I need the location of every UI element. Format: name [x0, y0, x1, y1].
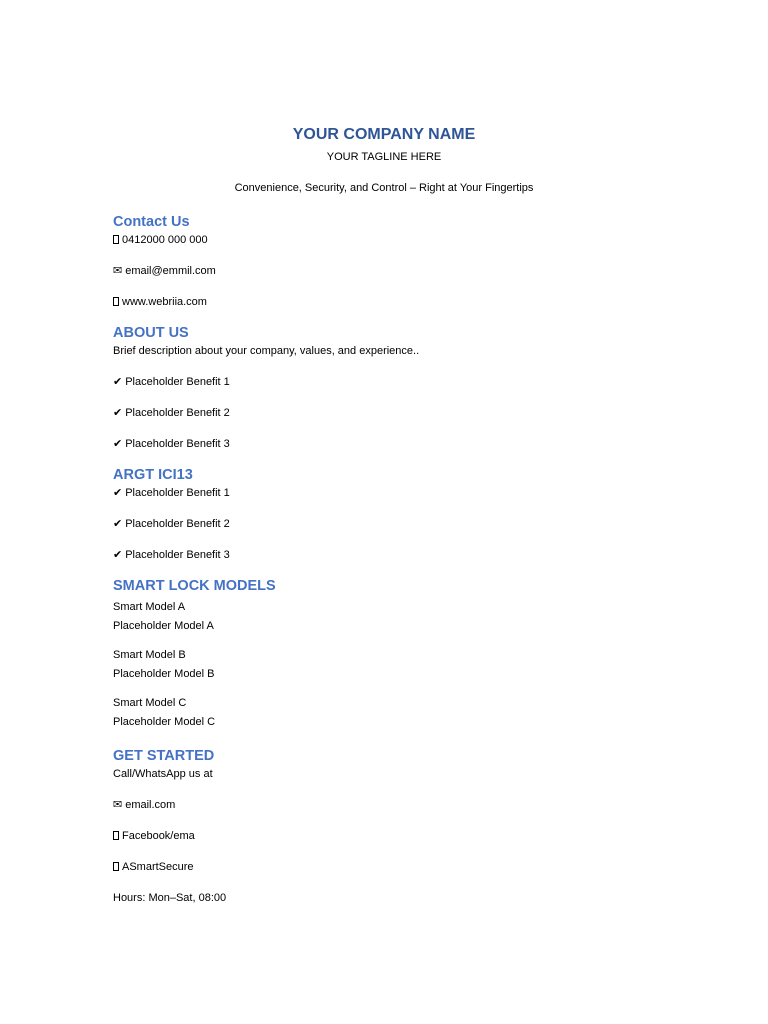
model-item [113, 694, 673, 732]
argt-section [113, 466, 673, 562]
website-text: www.webriia.com [122, 296, 207, 308]
slogan: Convenience, Security, and Control – Right at Your Fingertips [234, 182, 534, 194]
argt-heading: ARGT ICI13 [113, 467, 193, 483]
get-started-heading: GET STARTED [113, 748, 215, 764]
benefit-text: Placeholder Benefit 1 [125, 376, 230, 388]
argt-benefit [113, 549, 673, 562]
benefit-text: Placeholder Benefit 2 [125, 518, 230, 530]
model-description: Placeholder Model A [113, 620, 214, 632]
models-section [113, 577, 673, 732]
argt-benefit [113, 487, 673, 500]
model-description: Placeholder Model C [113, 716, 216, 728]
check-mark-icon: ✔ [113, 518, 123, 530]
check-mark-icon: ✔ [113, 438, 123, 450]
social-handle [113, 861, 673, 874]
argt-benefit [113, 518, 673, 531]
get-started-email [113, 799, 673, 812]
model-item [113, 598, 673, 636]
call-text: Call/WhatsApp us at [113, 768, 213, 780]
about-benefit [113, 376, 673, 389]
about-heading: ABOUT US [113, 325, 189, 341]
about-section [113, 324, 673, 451]
check-mark-icon: ✔ [113, 407, 123, 419]
replacement-box-icon [113, 831, 119, 840]
model-name: Smart Model C [113, 697, 187, 709]
model-item [113, 646, 673, 684]
email-text: email@emmil.com [125, 265, 216, 277]
handle-text: ASmartSecure [122, 861, 194, 873]
benefit-text: Placeholder Benefit 2 [125, 407, 230, 419]
phone-text: 0412000 000 000 [122, 234, 208, 246]
check-mark-icon: ✔ [113, 549, 123, 561]
benefit-text: Placeholder Benefit 3 [125, 438, 230, 450]
contact-email [113, 265, 673, 278]
facebook-text: Facebook/ema [122, 830, 195, 842]
envelope-icon: ✉ [113, 265, 123, 277]
benefit-text: Placeholder Benefit 3 [125, 549, 230, 561]
model-description: Placeholder Model B [113, 668, 215, 680]
check-mark-icon: ✔ [113, 487, 123, 499]
envelope-icon: ✉ [113, 799, 123, 811]
replacement-box-icon [113, 235, 119, 244]
replacement-box-icon [113, 297, 119, 306]
replacement-box-icon [113, 862, 119, 871]
benefit-text: Placeholder Benefit 1 [125, 487, 230, 499]
model-name: Smart Model B [113, 649, 186, 661]
contact-phone [113, 234, 673, 247]
about-benefit [113, 407, 673, 420]
tagline: YOUR TAGLINE HERE [326, 151, 442, 163]
get-started-section [113, 747, 673, 905]
contact-website [113, 296, 673, 309]
facebook-link [113, 830, 673, 843]
document-body [113, 213, 673, 920]
contact-heading: Contact Us [113, 214, 190, 230]
contact-section [113, 213, 673, 309]
business-hours: Hours: Mon–Sat, 08:00 [113, 892, 227, 904]
company-name: YOUR COMPANY NAME [292, 126, 476, 143]
check-mark-icon: ✔ [113, 376, 123, 388]
email-text: email.com [125, 799, 176, 811]
about-description: Brief description about your company, values, and experience.. [113, 345, 420, 357]
model-name: Smart Model A [113, 601, 186, 613]
models-heading: SMART LOCK MODELS [113, 578, 276, 594]
about-benefit [113, 438, 673, 451]
